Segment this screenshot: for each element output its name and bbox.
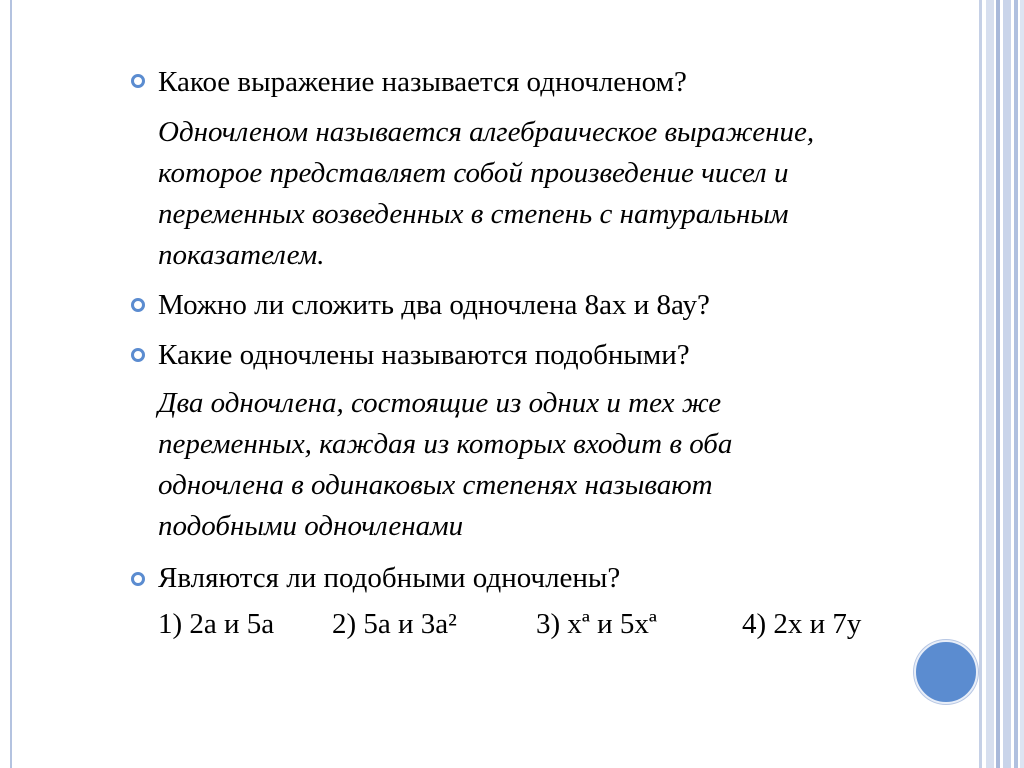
bullet-icon (131, 572, 145, 586)
bullet-icon (131, 348, 145, 362)
option-2: 2) 5а и 3а² (332, 608, 457, 640)
decor-stripe (1020, 0, 1024, 768)
question-1: Какое выражение называется одночленом? (158, 66, 687, 98)
option-1: 1) 2а и 5а (158, 608, 275, 640)
answer-3-line: одночлена в одинаковых степенях называют (158, 469, 713, 501)
question-3: Какие одночлены называются подобными? (158, 339, 690, 371)
bullet-icon (131, 74, 145, 88)
answer-1-line: Одночленом называется алгебраическое выражение, (158, 116, 815, 148)
answer-3-line: подобными одночленами (158, 510, 464, 542)
decor-stripe (986, 0, 994, 768)
answer-1-line: показателем. (158, 239, 325, 271)
question-4: Являются ли подобными одночлены? (158, 562, 621, 594)
decor-stripe (979, 0, 982, 768)
answer-3 (158, 383, 948, 547)
question-2: Можно ли сложить два одночлена 8ах и 8ау? (158, 289, 710, 321)
answer-1 (158, 112, 948, 276)
option-3: 3) хª и 5хª (536, 608, 657, 640)
decor-stripe (1014, 0, 1018, 768)
decor-stripe (1003, 0, 1011, 768)
decor-stripe (996, 0, 1000, 768)
option-4: 4) 2х и 7у (742, 608, 862, 640)
answer-1-line: которое представляет собой произведение чисел и (158, 157, 789, 189)
answer-3-line: Два одночлена, состоящие из одних и тех же (158, 387, 722, 419)
answer-1-line: переменных возведенных в степень с натуральным (158, 198, 789, 230)
bullet-icon (131, 298, 145, 312)
answer-3-line: переменных, каждая из которых входит в оба (158, 428, 733, 460)
